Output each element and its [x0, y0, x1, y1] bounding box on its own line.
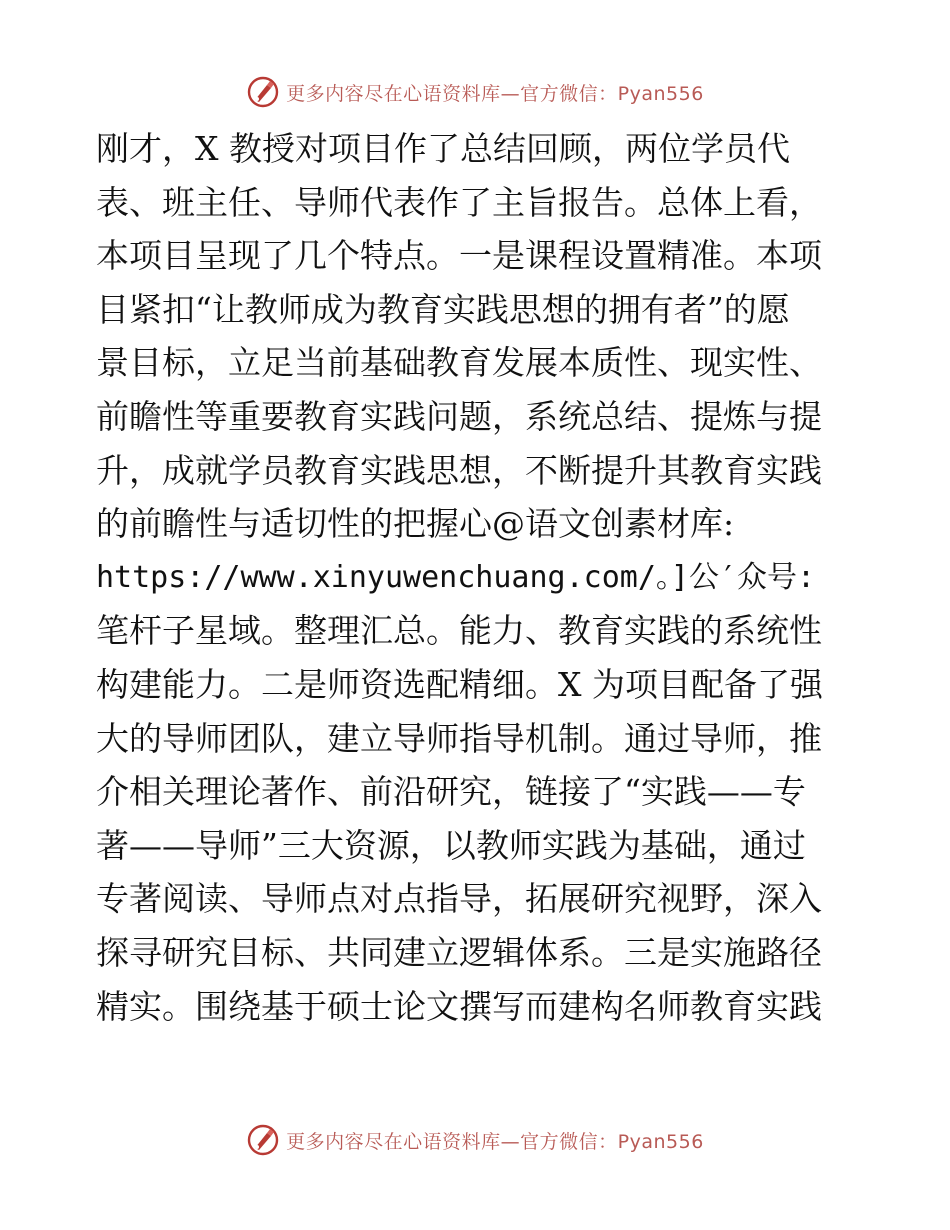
text-line: 介相关理论著作、前沿研究，链接了“实践——专	[96, 772, 806, 812]
text-line: 本项目呈现了几个特点。一是课程设置精准。本项	[96, 236, 822, 276]
text-line: 探寻研究目标、共同建立逻辑体系。三是实施路径	[96, 932, 822, 972]
text-line: 构建能力。二是师资选配精细。X 为项目配备了强	[96, 664, 823, 704]
text-line: 专著阅读、导师点对点指导，拓展研究视野，深入	[96, 879, 822, 919]
document-body	[96, 122, 856, 1033]
footer-banner	[0, 1118, 950, 1162]
header-banner-text: 更多内容尽在心语资料库—官方微信：Pyan556	[286, 82, 704, 105]
footer-banner-text: 更多内容尽在心语资料库—官方微信：Pyan556	[286, 1130, 704, 1153]
text-line: 笔杆子星域。整理汇总。能力、教育实践的系统性	[96, 611, 822, 651]
text-line: 刚才，X 教授对项目作了总结回顾，两位学员代	[96, 129, 790, 168]
text-line: 著——导师”三大资源，以教师实践为基础，通过	[96, 825, 806, 865]
text-line: 表、班主任、导师代表作了主旨报告。总体上看，	[96, 182, 822, 222]
text-line: 的前瞻性与适切性的把握心@语文创素材库:	[96, 504, 735, 544]
pen-nib-logo-icon	[246, 1123, 280, 1157]
text-line: 景目标，立足当前基础教育发展本质性、现实性、	[96, 343, 822, 383]
text-line: 前瞻性等重要教育实践问题，系统总结、提炼与提	[96, 396, 822, 436]
header-banner	[0, 70, 950, 114]
text-line: 大的导师团队，建立导师指导机制。通过导师，推	[96, 718, 822, 758]
text-line: 目紧扣“让教师成为教育实践思想的拥有者”的愿	[96, 289, 790, 329]
pen-nib-logo-icon	[246, 75, 280, 109]
url-line: https://www.xinyuwenchuang.com/。]公′众号:	[96, 559, 816, 595]
text-line: 升，成就学员教育实践思想，不断提升其教育实践	[96, 450, 822, 490]
text-line: 精实。围绕基于硕士论文撰写而建构名师教育实践	[96, 986, 822, 1026]
